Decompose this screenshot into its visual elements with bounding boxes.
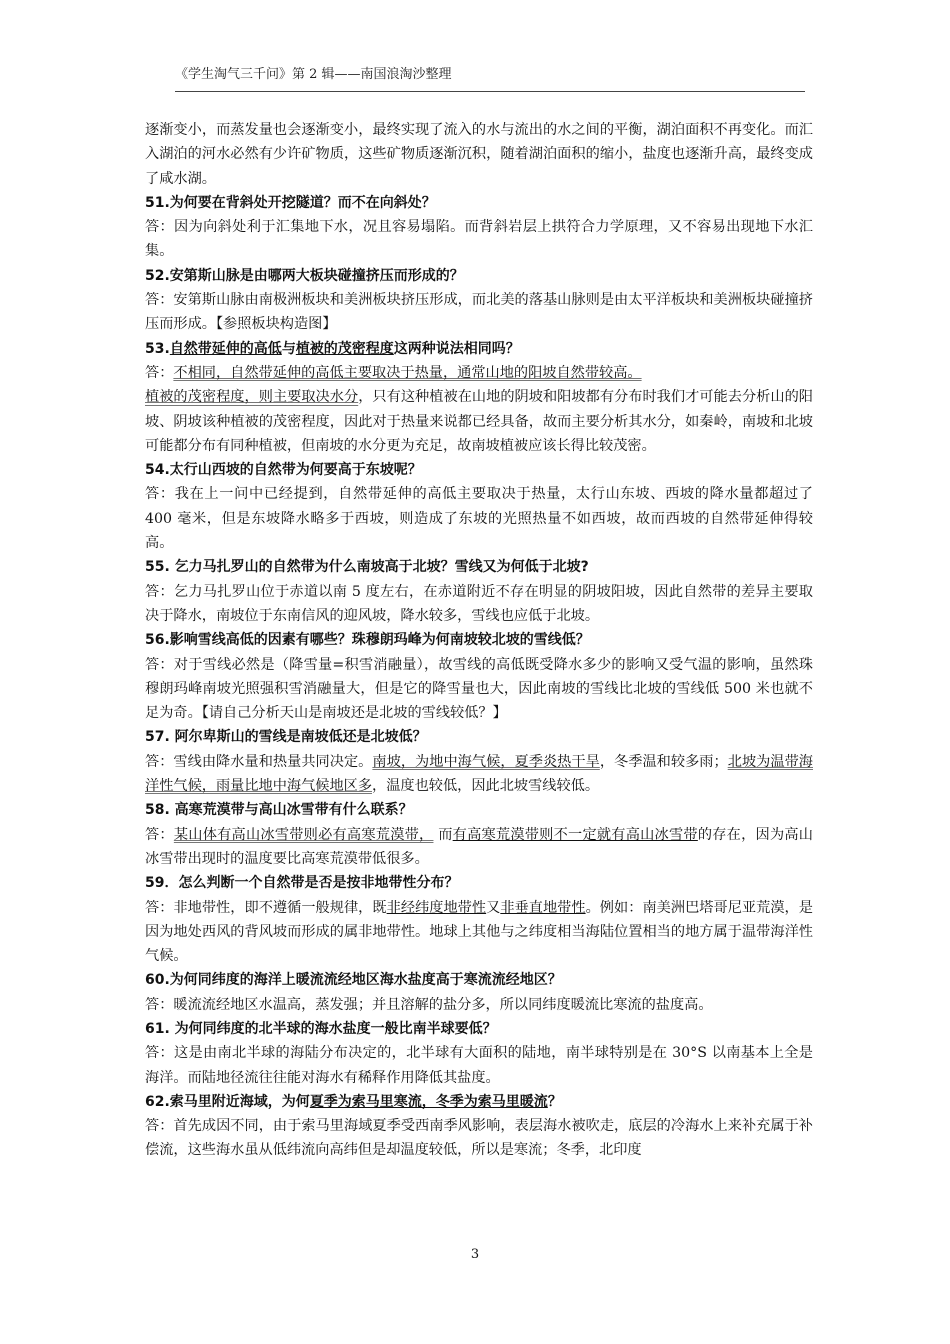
q53-term-1: 自然带延伸的高低 bbox=[169, 340, 282, 357]
answer-59 bbox=[145, 896, 813, 969]
a53-lead: 答： bbox=[145, 364, 174, 381]
page-header: 《学生淘气三千问》第 2 辑——南国浪淘沙整理 bbox=[175, 67, 452, 82]
a59-lead: 答：非地带性，即不遵循一般规律，既 bbox=[145, 899, 387, 916]
question-56: 56.影响雪线高低的因素有哪些？珠穆朗玛峰为何南坡较北坡的雪线低？ bbox=[145, 632, 590, 649]
q62-underlined: 夏季为索马里寒流，冬季为索马里暖流 bbox=[309, 1093, 548, 1110]
q53-number: 53. bbox=[145, 340, 170, 357]
answer-60: 答：暖流流经地区水温高，蒸发强；并且溶解的盐分多，所以同纬度暖流比寒流的盐度高。 bbox=[145, 996, 713, 1013]
answer-53 bbox=[145, 361, 813, 458]
answer-54: 答：我在上一问中已经提到，自然带延伸的高低主要取决于热量，太行山东坡、西坡的降水量都超过了 400 毫米，但是东坡降水略多于西坡，则造成了东坡的光照热量不如西坡，故而西坡的自然带延伸得较高。 bbox=[145, 486, 813, 552]
a59-underlined-2: 非垂直地带性 bbox=[500, 899, 586, 916]
q53-connector: 与 bbox=[281, 340, 296, 357]
a59-rest: 。例如：南美洲巴塔哥尼亚荒漠，是因为地处西风的背风坡而形成的属非地带性。地球上其他与之纬度相当海陆位置相当的地方属于温带海洋性气候。 bbox=[145, 899, 813, 965]
question-57: 57. 阿尔卑斯山的雪线是南坡低还是北坡低？ bbox=[145, 729, 427, 746]
answer-55: 答：乞力马扎罗山位于赤道以南 5 度左右，在赤道附近不存在明显的阴坡阳坡，因此自然带的差异主要取决于降水，南坡位于东南信风的迎风坡，降水较多，雪线也应低于北坡。 bbox=[145, 583, 813, 624]
a58-mid: 而 bbox=[433, 826, 453, 843]
q53-tail: 这两种说法相同吗？ bbox=[393, 340, 520, 357]
a57-rest: ，温度也较低，因此北坡雪线较低。 bbox=[372, 778, 600, 795]
a53-underlined-1: 不相同，自然带延伸的高低主要取决于热量，通常山地的阳坡自然带较高。 bbox=[173, 364, 642, 381]
answer-61: 答：这是由南北半球的海陆分布决定的，北半球有大面积的陆地，南半球特别是在 30°S 以南基本上全是海洋。而陆地径流往往能对海水有稀释作用降低其盐度。 bbox=[145, 1045, 813, 1086]
a58-lead: 答： bbox=[145, 826, 174, 843]
page-number: 3 bbox=[470, 1247, 480, 1262]
answer-58 bbox=[145, 823, 813, 872]
a57-underlined-1: 南坡，为地中海气候，夏季炎热干旱 bbox=[372, 753, 600, 770]
q53-term-2: 植被的茂密程度 bbox=[295, 340, 394, 357]
question-52: 52.安第斯山脉是由哪两大板块碰撞挤压而形成的？ bbox=[145, 267, 464, 284]
q62-tail: ？ bbox=[547, 1093, 562, 1110]
a53-rest: ，只有这种植被在山地的阴坡和阳坡都有分布时我们才可能去分析山的阳坡、阴坡该种植被的茂密程度，因此对于热量来说都已经具备，故而主要分析其水分，如秦岭，南坡和北坡可能都分布有同种植被，但南坡的水分更为充足，故南坡植被应该长得比较茂密。 bbox=[145, 389, 813, 454]
a57-lead: 答：雪线由降水量和热量共同决定。 bbox=[145, 753, 373, 770]
a58-rest: 的存在，因为高山冰雪带出现时的温度要比高寒荒漠带低很多。 bbox=[145, 826, 813, 867]
document-body bbox=[145, 118, 813, 1163]
answer-52: 答：安第斯山脉由南极洲板块和美洲板块挤压形成，而北美的落基山脉则是由太平洋板块和美洲板块碰撞挤压而形成。【参照板块构造图】 bbox=[145, 292, 813, 333]
header-rule bbox=[175, 91, 805, 92]
a57-mid: ，冬季温和较多雨； bbox=[599, 753, 728, 770]
a58-underlined-2: 有高寒荒漠带则不一定就有高山冰雪带 bbox=[452, 826, 698, 843]
paragraph-continuation: 逐渐变小，而蒸发量也会逐渐变小，最终实现了流入的水与流出的水之间的平衡，湖泊面积不再变化。而汇入湖泊的河水必然有少许矿物质，这些矿物质逐渐沉积，随着湖泊面积的缩小，盐度也逐渐升高，最终变成了咸水湖。 bbox=[145, 122, 813, 187]
question-58: 58. 高寒荒漠带与高山冰雪带有什么联系？ bbox=[145, 802, 413, 819]
question-59: 59．怎么判断一个自然带是否是按非地带性分布？ bbox=[145, 875, 459, 892]
question-54: 54.太行山西坡的自然带为何要高于东坡呢？ bbox=[145, 462, 422, 479]
a58-underlined-1: 某山体有高山冰雪带则必有高寒荒漠带， bbox=[173, 826, 434, 843]
q62-lead: 62.索马里附近海域，为何 bbox=[145, 1093, 310, 1110]
answer-57 bbox=[145, 750, 813, 799]
question-51: 51.为何要在背斜处开挖隧道？而不在向斜处？ bbox=[145, 194, 436, 211]
answer-62: 答：首先成因不同，由于索马里海域夏季受西南季风影响，表层海水被吹走，底层的冷海水上来补充属于补偿流，这些海水虽从低纬流向高纬但是却温度较低，所以是寒流；冬季，北印度 bbox=[145, 1118, 813, 1159]
a57-underlined-2: 北坡为温带海洋性气候，雨量比地中海气候地区多 bbox=[145, 753, 813, 795]
question-55: 55. 乞力马扎罗山的自然带为什么南坡高于北坡？雪线又为何低于北坡? bbox=[145, 559, 589, 576]
answer-56: 答：对于雪线必然是（降雪量=积雪消融量），故雪线的高低既受降水多少的影响又受气温的影响，虽然珠穆朗玛峰南坡光照强积雪消融量大，但是它的降雪量也大，因此南坡的雪线比北坡的雪线低 500 米也就不足为奇。【请自己分析天山是南坡还是北坡的雪线较低？】 bbox=[145, 656, 813, 722]
a59-underlined-1: 非经纬度地带性 bbox=[386, 899, 487, 916]
question-62 bbox=[145, 1090, 813, 1114]
answer-51: 答：因为向斜处利于汇集地下水，况且容易塌陷。而背斜岩层上拱符合力学原理，又不容易出现地下水汇集。 bbox=[145, 219, 813, 260]
question-53 bbox=[145, 337, 813, 361]
a53-underlined-2: 植被的茂密程度，则主要取决水分 bbox=[145, 389, 359, 406]
question-60: 60.为何同纬度的海洋上暖流流经地区海水盐度高于寒流流经地区？ bbox=[145, 972, 562, 989]
question-61: 61. 为何同纬度的北半球的海水盐度一般比南半球要低？ bbox=[145, 1020, 497, 1037]
a59-mid: 又 bbox=[486, 899, 501, 916]
